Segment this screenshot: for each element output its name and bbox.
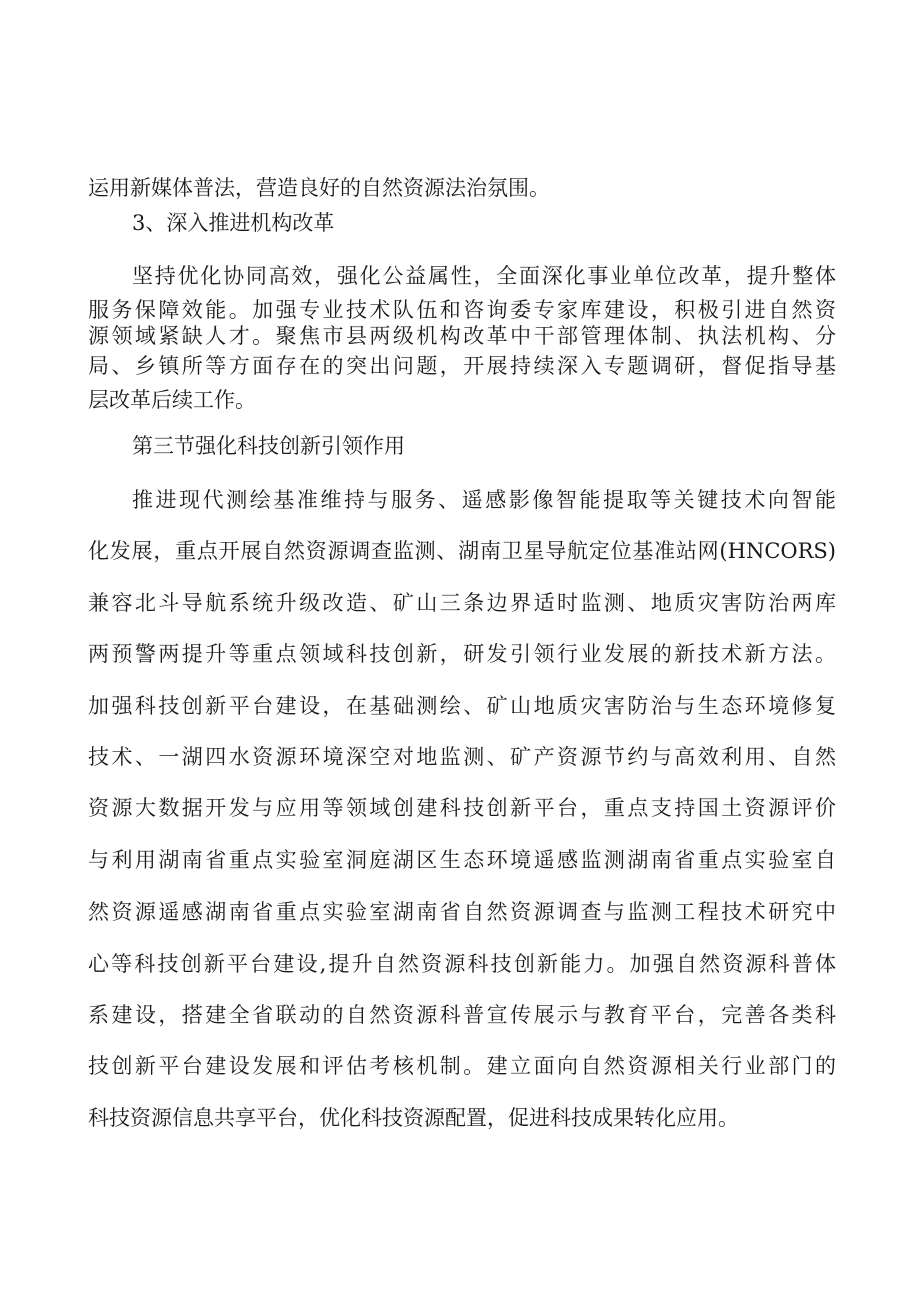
paragraph-line: 化发展，重点开展自然资源调查监测、湖南卫星导航定位基准站网(HNCORS) xyxy=(88,539,836,563)
paragraph-line: 加强科技创新平台建设，在基础测绘、矿山地质灾害防治与生态环境修复 xyxy=(88,694,836,718)
paragraph-line: 心等科技创新平台建设,提升自然资源科技创新能力。加强自然资源科普体 xyxy=(88,952,836,976)
paragraph-line: 与利用湖南省重点实验室洞庭湖区生态环境遥感监测湖南省重点实验室自 xyxy=(88,848,836,872)
paragraph-line: 然资源遥感湖南省重点实验室湖南省自然资源调查与监测工程技术研究中 xyxy=(88,900,836,924)
section-heading: 3、深入推进机构改革 xyxy=(132,211,335,235)
paragraph-line: 运用新媒体普法，营造良好的自然资源法治氛围。 xyxy=(88,176,550,200)
paragraph-line: 推进现代测绘基准维持与服务、遥感影像智能提取等关键技术向智能 xyxy=(132,488,836,512)
paragraph-line: 坚持优化协同高效，强化公益属性，全面深化事业单位改革，提升整体 xyxy=(132,264,836,288)
paragraph-line: 科技资源信息共享平台，优化科技资源配置，促进科技成果转化应用。 xyxy=(88,1106,739,1130)
section-heading: 第三节强化科技创新引领作用 xyxy=(132,434,405,458)
paragraph-line: 技术、一湖四水资源环境深空对地监测、矿产资源节约与高效利用、自然 xyxy=(88,745,836,769)
paragraph-line: 技创新平台建设发展和评估考核机制。建立面向自然资源相关行业部门的 xyxy=(88,1054,836,1078)
paragraph-line: 兼容北斗导航系统升级改造、矿山三条边界适时监测、地质灾害防治两库 xyxy=(88,591,836,615)
paragraph-line: 局、乡镇所等方面存在的突出问题，开展持续深入专题调研，督促指导基 xyxy=(88,354,836,378)
paragraph-line: 服务保障效能。加强专业技术队伍和咨询委专家库建设，积极引进自然资 xyxy=(88,298,836,322)
paragraph-line: 资源大数据开发与应用等领域创建科技创新平台，重点支持国土资源评价 xyxy=(88,796,836,820)
paragraph-line: 系建设，搭建全省联动的自然资源科普宣传展示与教育平台，完善各类科 xyxy=(88,1003,836,1027)
paragraph-line: 源领域紧缺人才。聚焦市县两级机构改革中干部管理体制、执法机构、分 xyxy=(88,324,836,348)
paragraph-line: 层改革后续工作。 xyxy=(88,388,256,412)
paragraph-line: 两预警两提升等重点领域科技创新，研发引领行业发展的新技术新方法。 xyxy=(88,642,836,666)
